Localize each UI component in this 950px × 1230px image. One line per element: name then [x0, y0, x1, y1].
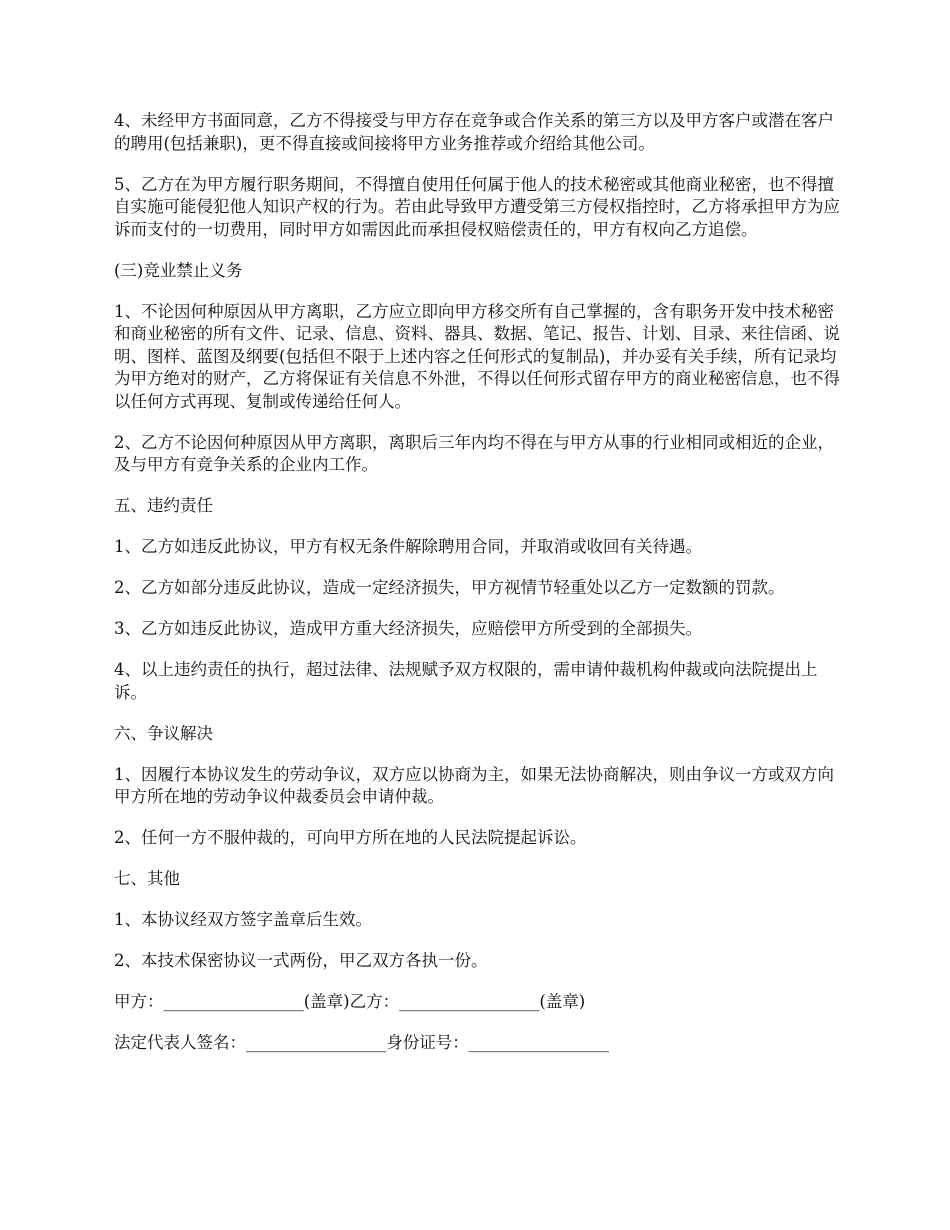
- section-heading-other: 七、其他: [114, 869, 180, 888]
- non-compete-clause-1: 1、不论因何种原因从甲方离职，乙方应立即向甲方移交所有自己掌握的，含有职务开发中技术秘密和商业秘密的所有文件、记录、信息、资料、器具、数据、笔记、报告、计划、目录、来往信函、说明、图样、蓝图及纲要(包括但不限于上述内容之任何形式的复制品)，并办妥有关手续，所有记录均为甲方绝对的财产，乙方将保证有关信息不外泄，不得以任何形式留存甲方的商业秘密信息，也不得以任何方式再现、复制或传递给任何人。: [114, 301, 840, 411]
- clause-5-no-infringement: 5、乙方在为甲方履行职务期间，不得擅自使用任何属于他人的技术秘密或其他商业秘密，也不得擅自实施可能侵犯他人知识产权的行为。若由此导致甲方遭受第三方侵权指控时，乙方将承担甲方为应诉而支付的一切费用，同时甲方如需因此而承担侵权赔偿责任的，甲方有权向乙方追偿。: [114, 174, 840, 239]
- clause-4-no-outside-employment: 4、未经甲方书面同意，乙方不得接受与甲方存在竞争或合作关系的第三方以及甲方客户或潜在客户的聘用(包括兼职)，更不得直接或间接将甲方业务推荐或介绍给其他公司。: [114, 111, 834, 153]
- document-page: [114, 110, 844, 1073]
- breach-clause-1: 1、乙方如违反此协议，甲方有权无条件解除聘用合同，并取消或收回有关待遇。: [114, 537, 702, 556]
- breach-clause-3: 3、乙方如违反此协议，造成甲方重大经济损失，应赔偿甲方所受到的全部损失。: [114, 619, 702, 638]
- dispute-clause-1: 1、因履行本协议发生的劳动争议，双方应以协商为主，如果无法协商解决，则由争议一方或双方向甲方所在地的劳动争议仲裁委员会申请仲裁。: [114, 764, 834, 806]
- section-heading-non-compete: (三)竞业禁止义务: [114, 260, 243, 280]
- dispute-clause-2: 2、任何一方不服仲裁的，可向甲方所在地的人民法院提起诉讼。: [114, 828, 587, 847]
- signature-representative-line: 法定代表人签名：_________________身份证号：_________________: [114, 1033, 609, 1052]
- signature-parties-line: 甲方：_________________(盖章)乙方：_________________(盖章): [114, 992, 586, 1011]
- breach-clause-4: 4、以上违约责任的执行，超过法律、法规赋予双方权限的，需申请仲裁机构仲裁或向法院提出上诉。: [114, 660, 818, 702]
- non-compete-clause-2: 2、乙方不论因何种原因从甲方离职，离职后三年内均不得在与甲方从事的行业相同或相近的企业，及与甲方有竞争关系的企业内工作。: [114, 432, 834, 474]
- breach-clause-2: 2、乙方如部分违反此协议，造成一定经济损失，甲方视情节轻重处以乙方一定数额的罚款。: [114, 578, 785, 597]
- section-heading-dispute-resolution: 六、争议解决: [114, 723, 213, 743]
- other-clause-2: 2、本技术保密协议一式两份，甲乙双方各执一份。: [114, 951, 488, 970]
- other-clause-1: 1、本协议经双方签字盖章后生效。: [114, 910, 372, 929]
- section-heading-breach-liability: 五、违约责任: [114, 496, 213, 515]
